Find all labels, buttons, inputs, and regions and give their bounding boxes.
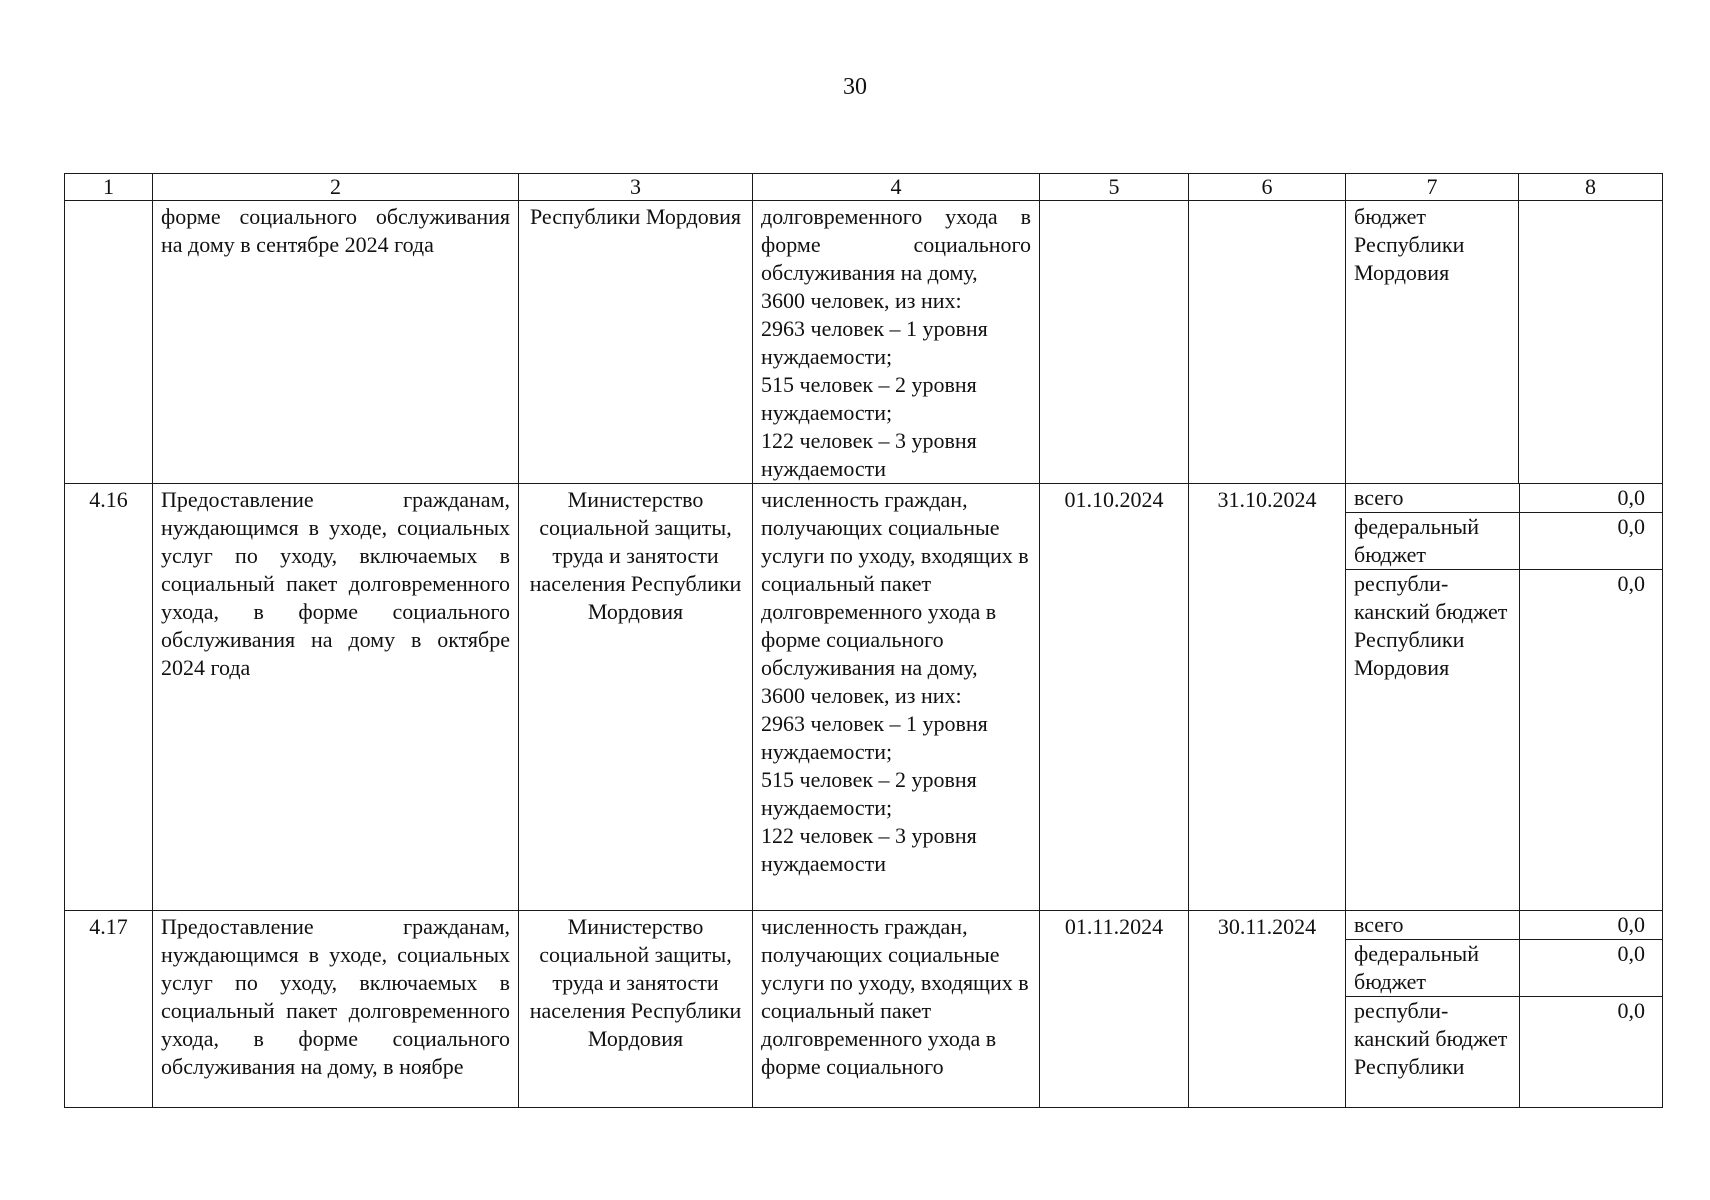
plan-table xyxy=(64,173,1663,1108)
column-number: 4 xyxy=(753,174,1040,201)
column-number: 7 xyxy=(1346,174,1519,201)
table-row xyxy=(65,484,1663,911)
funding-amount xyxy=(1519,201,1663,484)
row-number: 4.17 xyxy=(65,911,153,1108)
activity-cell: Предоставление гражданам, нуждающимся в уходе, социальных услуг по уходу, включаемых в социальный пакет долговременного ухода, в форме социального обслуживания на дому, в ноябре xyxy=(153,911,519,1108)
funding-source: всего xyxy=(1354,485,1404,510)
funding-amount: 0,0 xyxy=(1519,940,1663,997)
executor-cell: Министерство социальной защиты, труда и занятости населения Республики Мордовия xyxy=(519,911,753,1108)
row-number xyxy=(65,201,153,484)
funding-amount: 0,0 xyxy=(1519,513,1663,570)
funding-source: бюджет Республики Мордовия xyxy=(1346,201,1519,484)
column-number: 2 xyxy=(153,174,519,201)
indicator-cell xyxy=(753,201,1040,484)
funding-amount: 0,0 xyxy=(1519,484,1663,513)
indicator-line: 3600 человек, из них: xyxy=(761,288,962,313)
funding-amount: 0,0 xyxy=(1519,997,1663,1108)
funding-row xyxy=(1346,513,1663,570)
funding-source: федеральный бюджет xyxy=(1346,940,1519,997)
indicator-cell xyxy=(753,911,1040,1108)
end-date-cell: 30.11.2024 xyxy=(1189,911,1346,1108)
indicator-line: численность граждан, получающих социальные услуги по уходу, входящих в социальный пакет долговременного ухода в форме социального xyxy=(761,914,1029,1079)
indicator-line: 122 человек – 3 уровня нуждаемости xyxy=(761,428,977,481)
indicator-line: 2963 человек – 1 уровня нуждаемости; xyxy=(761,316,988,369)
indicator-line: долговременного ухода в форме социального обслуживания на дому, xyxy=(761,204,1031,285)
funding-row xyxy=(1346,484,1663,513)
funding-row xyxy=(1346,997,1663,1108)
funding-block xyxy=(1346,911,1663,1108)
indicator-line: 2963 человек – 1 уровня нуждаемости; xyxy=(761,711,988,764)
start-date-cell: 01.11.2024 xyxy=(1040,911,1189,1108)
column-number: 6 xyxy=(1189,174,1346,201)
funding-amount: 0,0 xyxy=(1519,911,1663,940)
page-number: 30 xyxy=(843,74,867,100)
start-date-cell: 01.10.2024 xyxy=(1040,484,1189,911)
funding-source: республи-канский бюджет Республики xyxy=(1346,997,1519,1108)
column-number-row xyxy=(65,174,1663,201)
column-number: 3 xyxy=(519,174,753,201)
column-number: 8 xyxy=(1519,174,1663,201)
funding-block xyxy=(1346,484,1663,911)
indicator-line: 515 человек – 2 уровня нуждаемости; xyxy=(761,767,977,820)
activity-cell: форме социального обслуживания на дому в сентябре 2024 года xyxy=(153,201,519,484)
column-number: 5 xyxy=(1040,174,1189,201)
funding-table xyxy=(1346,911,1663,1107)
executor-cell: Республики Мордовия xyxy=(519,201,753,484)
table-row xyxy=(65,911,1663,1108)
funding-row xyxy=(1346,940,1663,997)
end-date-cell: 31.10.2024 xyxy=(1189,484,1346,911)
funding-row xyxy=(1346,911,1663,940)
indicator-cell xyxy=(753,484,1040,911)
indicator-line: 515 человек – 2 уровня нуждаемости; xyxy=(761,372,977,425)
funding-table xyxy=(1346,484,1663,910)
end-date-cell xyxy=(1189,201,1346,484)
start-date-cell xyxy=(1040,201,1189,484)
indicator-line: численность граждан, получающих социальные услуги по уходу, входящих в социальный пакет долговременного ухода в форме социального обслуживания на дому, xyxy=(761,487,1029,680)
indicator-line: 3600 человек, из них: xyxy=(761,683,962,708)
funding-source: республи-канский бюджет Республики Мордовия xyxy=(1346,570,1519,911)
row-number: 4.16 xyxy=(65,484,153,911)
table-row xyxy=(65,201,1663,484)
funding-source: федеральный бюджет xyxy=(1346,513,1519,570)
indicator-line: 122 человек – 3 уровня нуждаемости xyxy=(761,823,977,876)
column-number: 1 xyxy=(65,174,153,201)
funding-source: всего xyxy=(1354,912,1404,937)
activity-cell: Предоставление гражданам, нуждающимся в уходе, социальных услуг по уходу, включаемых в социальный пакет долговременного ухода, в форме социального обслуживания на дому в октябре 2024 года xyxy=(153,484,519,911)
funding-amount: 0,0 xyxy=(1519,570,1663,911)
funding-row xyxy=(1346,570,1663,911)
executor-cell: Министерство социальной защиты, труда и занятости населения Республики Мордовия xyxy=(519,484,753,911)
